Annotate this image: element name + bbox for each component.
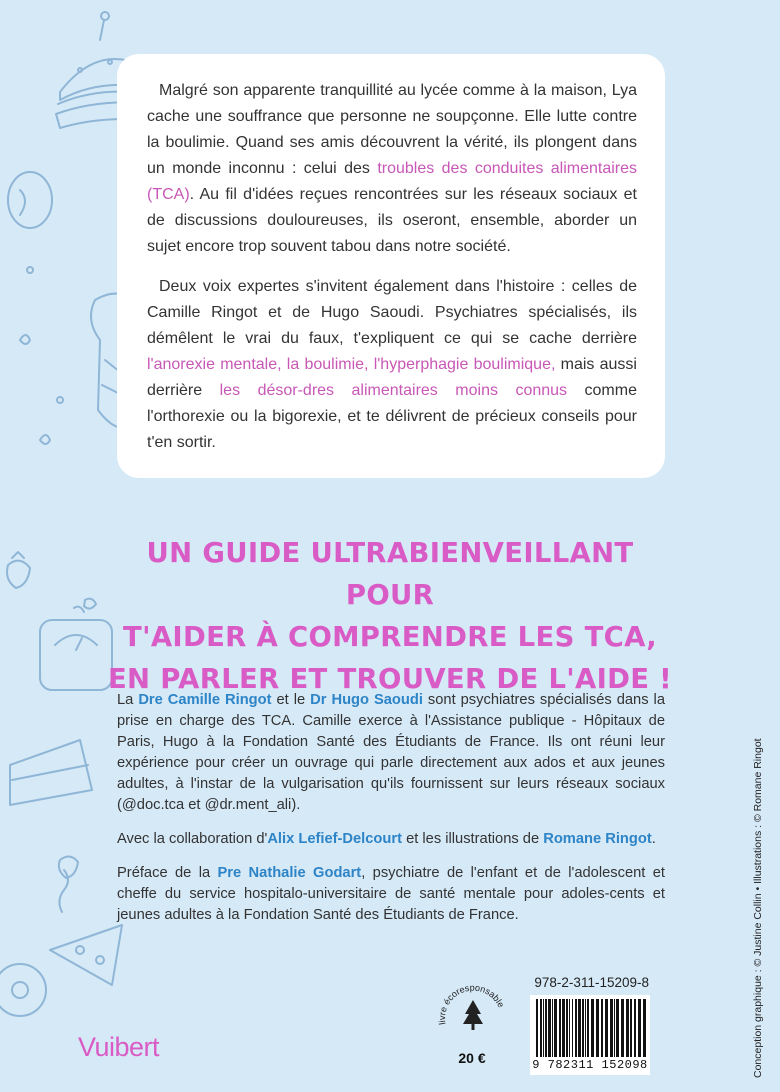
- bio-p2-run-4: .: [651, 831, 656, 847]
- barcode-bar: [638, 999, 641, 1057]
- barcode-bar: [614, 999, 615, 1057]
- barcode-bar: [569, 999, 570, 1057]
- barcode-bar: [643, 999, 646, 1057]
- barcode-bar: [634, 999, 636, 1057]
- strawberry-doodle-icon: [7, 552, 30, 588]
- bio-p1-run-1: Dre Camille Ringot: [138, 692, 272, 708]
- bio-p1-run-0: La: [117, 692, 139, 708]
- barcode-bar: [559, 999, 561, 1057]
- barcode-bar: [582, 999, 584, 1057]
- summary-p2-run-1: l'anorexie mentale, la boulimie, l'hyperphagie boulimique,: [147, 356, 556, 373]
- bio-paragraph-2: [117, 829, 665, 850]
- barcode-bar: [616, 999, 619, 1057]
- donut-doodle-icon: [0, 964, 46, 1016]
- barcode-bar: [540, 999, 542, 1057]
- slogan-line-1: UN GUIDE ULTRABIENVEILLANT POUR: [146, 537, 634, 611]
- barcode-bar: [585, 999, 586, 1057]
- bio-p2-run-2: et les illustrations de: [401, 831, 544, 847]
- barcode-bar: [630, 999, 632, 1057]
- barcode-bar: [587, 999, 589, 1057]
- bio-p1-run-4: sont psychiatres spécialisés dans la prise en charge des TCA. Camille exerce à l'Assistance publique - Hôpitaux de Paris, Hugo à la Fondation Santé des Étudiants de France. Ils ont réuni leur expérience pour créer un ouvrage qui parle directement aux ados et aux jeunes adultes, à l'instar de la vulgarisation qu'ils fournissent sur leurs réseaux sociaux (@doc.tca et @dr.ment_ali).: [117, 692, 665, 813]
- credits: Conception graphique : © Justine Collin • Illustrations : © Romane Ringot: [752, 738, 764, 1078]
- summary-p1-run-2: . Au fil d'idées reçues rencontrées sur les réseaux sociaux et de discussions douloureuses, ils oseront, ensemble, aborder un sujet encore trop souvent tabou dans notre société.: [147, 186, 637, 255]
- barcode-bar: [566, 999, 568, 1057]
- svg-text:livre écoresponsable: livre écoresponsable: [436, 982, 507, 1026]
- bio-p2-run-0: Avec la collaboration d': [117, 831, 268, 847]
- summary-card: [117, 54, 665, 478]
- isbn: 978-2-311-15209-8: [534, 975, 649, 990]
- summary-p2-run-4: comme l'orthorexie ou la bigorexie, et te délivrent de précieux conseils pour t'en sortir.: [147, 382, 637, 451]
- publisher-logo: Vuibert: [78, 1032, 160, 1062]
- summary-p2-run-2: mais aussi derrière: [147, 356, 637, 399]
- barcode-bar: [552, 999, 553, 1057]
- barcode-bar: [626, 999, 629, 1057]
- bio-p1-run-2: et le: [271, 692, 311, 708]
- slogan-line-3: EN PARLER ET TROUVER DE L'AIDE !: [107, 663, 673, 695]
- cake-slice-doodle-icon: [10, 740, 92, 805]
- tree-icon: [463, 1000, 483, 1030]
- authors-bio: [117, 690, 665, 939]
- summary-paragraph-2: [147, 274, 637, 456]
- barcode-bar: [536, 999, 538, 1057]
- barcode-bar: [572, 999, 573, 1057]
- barcode-number: 9 782311 152098: [532, 1058, 648, 1072]
- slogan-line-2: T'AIDER À COMPRENDRE LES TCA,: [123, 621, 657, 653]
- barcode-bar: [562, 999, 565, 1057]
- slogan: [100, 532, 680, 700]
- barcode-bar: [548, 999, 551, 1057]
- barcode-bar: [621, 999, 624, 1057]
- bio-p3-run-1: Pre Nathalie Godart: [217, 865, 362, 881]
- bio-p1-run-3: Dr Hugo Saoudi: [310, 692, 423, 708]
- barcode-bar: [578, 999, 581, 1057]
- summary-p2-run-3: les désor-dres alimentaires moins connus: [219, 382, 568, 399]
- bio-paragraph-1: [117, 690, 665, 816]
- plate-doodle-icon: [8, 172, 52, 228]
- bio-p2-run-1: Alix Lefief-Delcourt: [267, 831, 402, 847]
- barcode-bar: [545, 999, 547, 1057]
- bio-p2-run-3: Romane Ringot: [543, 831, 652, 847]
- barcode-bar: [605, 999, 608, 1057]
- barcode-bar: [601, 999, 603, 1057]
- barcode-bar: [596, 999, 599, 1057]
- summary-p1-run-1: troubles des conduites alimentaires (TCA): [147, 160, 637, 203]
- summary-p2-run-0: Deux voix expertes s'invitent également dans l'histoire : celles de Camille Ringot et de Hugo Saoudi. Psychiatres spécialisés, ils démêlent le vrai du faux, t'expliquent ce qui se cache derrière: [147, 278, 637, 347]
- summary-p1-run-0: Malgré son apparente tranquillité au lycée comme à la maison, Lya cache une souffrance que personne ne soupçonne. Elle lutte contre la boulimie. Quand ses amis découvrent la vérité, ils plongent dans un monde inconnu : celui des: [147, 82, 637, 177]
- price: 20 €: [458, 1050, 486, 1066]
- barcode-bar: [575, 999, 577, 1057]
- bio-p3-run-2: , psychiatre de l'enfant et de l'adolescent et cheffe du service hospitalo-universitaire de santé mentale pour adoles-cents et jeunes adultes à la Fondation Santé des Étudiants de France.: [117, 865, 665, 923]
- bio-paragraph-3: [117, 863, 665, 926]
- summary-paragraph-1: [147, 78, 637, 260]
- barcode-bar: [543, 999, 544, 1057]
- bio-p3-run-0: Préface de la: [117, 865, 218, 881]
- pizza-slice-doodle-icon: [50, 870, 122, 985]
- barcode-bar: [610, 999, 613, 1057]
- barcode-bar: [554, 999, 557, 1057]
- barcode-bar: [591, 999, 594, 1057]
